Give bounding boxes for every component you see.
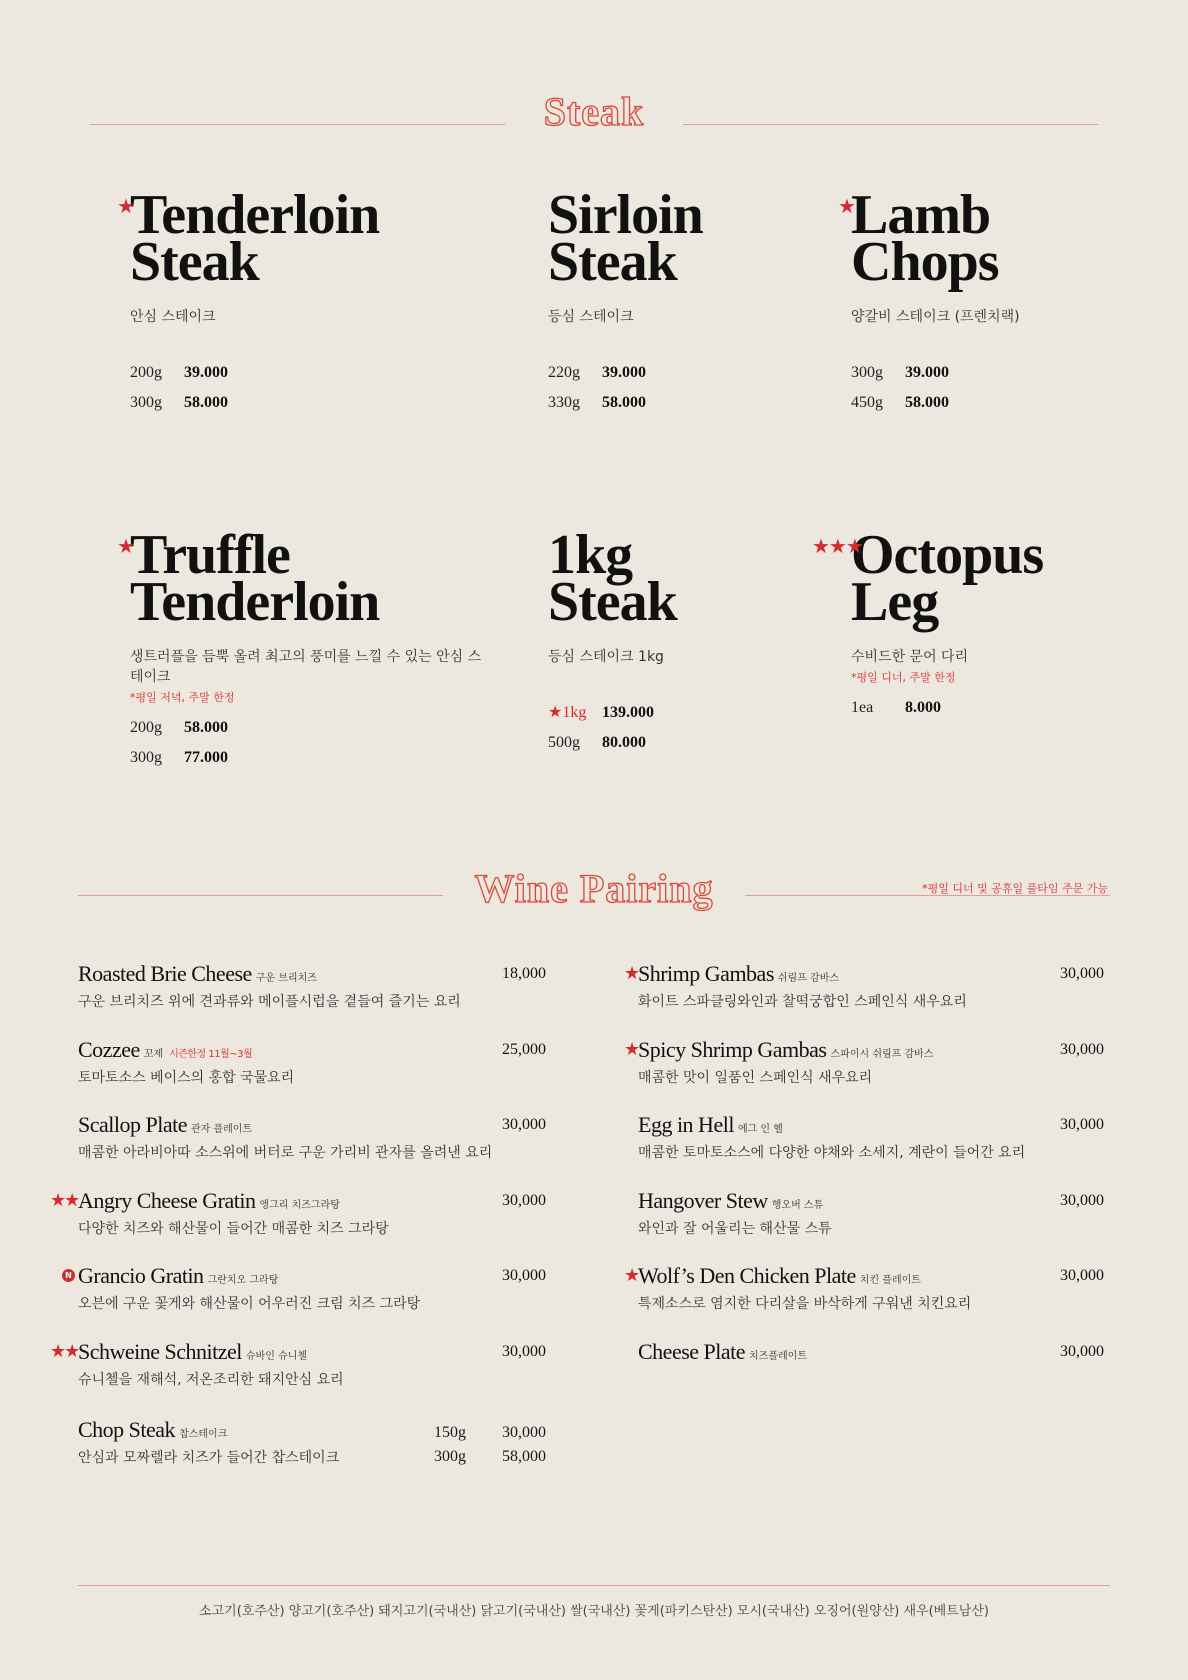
list-item bbox=[78, 1037, 578, 1087]
item-korean-name: 행오버 스튜 bbox=[771, 1199, 824, 1211]
price: 30,000 bbox=[1060, 1267, 1104, 1284]
item-name-line: Steak bbox=[130, 231, 259, 293]
weight-value: 330g bbox=[548, 394, 580, 411]
list-item bbox=[78, 961, 578, 1011]
chop-prices bbox=[502, 1421, 546, 1469]
star-icon: ★ bbox=[838, 194, 855, 218]
list-item bbox=[624, 961, 1138, 1011]
star-icon: ★ bbox=[117, 194, 134, 218]
item-korean-name: 쉬림프 감바스 bbox=[777, 973, 840, 984]
price: 58,000 bbox=[502, 1448, 546, 1465]
price: 30,000 bbox=[1060, 1116, 1104, 1133]
weight-value: 300g bbox=[130, 394, 162, 411]
item-korean-name: 앵그리 치즈그라탕 bbox=[259, 1199, 340, 1211]
price: 39.000 bbox=[905, 364, 949, 381]
weight bbox=[851, 358, 905, 388]
star-icon: ★ bbox=[624, 1038, 639, 1060]
item-name-line: Leg bbox=[851, 571, 939, 633]
item-description: 등심 스테이크 1kg bbox=[548, 649, 664, 665]
weight bbox=[130, 743, 184, 773]
price: 30,000 bbox=[502, 1342, 546, 1360]
star-icon: ★ bbox=[117, 534, 134, 558]
season-tag: 시즌한정 11월~3월 bbox=[169, 1048, 253, 1060]
steak-section-header bbox=[0, 88, 1188, 148]
price-row bbox=[548, 728, 908, 758]
item-name-line: Steak bbox=[548, 571, 677, 633]
weight-value: 300g bbox=[130, 749, 162, 766]
item-description: 화이트 스파클링와인과 찰떡궁합인 스페인식 새우요리 bbox=[638, 994, 967, 1010]
item-name-line: 1kg bbox=[548, 524, 633, 586]
weight-value: 220g bbox=[548, 364, 580, 381]
item-name: Schweine Schnitzel bbox=[78, 1338, 242, 1364]
price: 25,000 bbox=[502, 1040, 546, 1058]
price-row bbox=[130, 358, 490, 388]
item-name bbox=[851, 184, 1188, 293]
origin-info: 소고기(호주산) 양고기(호주산) 돼지고기(국내산) 닭고기(국내산) 쌀(국내산) 꽃게(파키스탄산) 모시(국내산) 오징어(원양산) 새우(베트남산) bbox=[199, 1604, 989, 1619]
star-icon: ★★★ bbox=[812, 534, 863, 558]
weight bbox=[130, 388, 184, 418]
item-note: *평일 디너, 주말 한정 bbox=[851, 671, 956, 684]
price: 30,000 bbox=[1060, 965, 1104, 982]
item-description: 안심과 모짜렐라 치즈가 들어간 찹스테이크 bbox=[78, 1450, 340, 1466]
item-name-line: Lamb bbox=[851, 184, 991, 246]
price: 58.000 bbox=[184, 394, 228, 411]
section-title-wine-pairing: Wine Pairing bbox=[474, 866, 714, 911]
item-korean-name: 꼬제 bbox=[143, 1048, 164, 1060]
item-description: 오븐에 구운 꽃게와 해산물이 어우러진 크림 치즈 그라탕 bbox=[78, 1296, 421, 1312]
price: 30,000 bbox=[502, 1191, 546, 1209]
weight bbox=[548, 358, 602, 388]
weight-value: 500g bbox=[548, 734, 580, 751]
price: 30,000 bbox=[502, 1424, 546, 1441]
item-name-line: Octopus bbox=[851, 524, 1044, 586]
item-description: 다양한 치즈와 해산물이 들어간 매콤한 치즈 그라탕 bbox=[78, 1220, 389, 1237]
item-name-line: Sirloin bbox=[548, 184, 703, 246]
price: 80.000 bbox=[602, 734, 646, 751]
price-list bbox=[851, 358, 1188, 418]
list-item bbox=[65, 1263, 578, 1313]
price-row bbox=[851, 693, 1188, 723]
list-item bbox=[624, 1263, 1138, 1313]
price-list bbox=[851, 693, 1188, 723]
weight: 300g bbox=[434, 1448, 466, 1465]
item-name-line: Truffle bbox=[130, 524, 290, 586]
item-name: Chop Steak bbox=[78, 1417, 176, 1442]
weight-value: 1ea bbox=[851, 699, 874, 716]
item-description: 매콤한 토마토소스에 다양한 야채와 소세지, 계란이 들어간 요리 bbox=[638, 1145, 1026, 1161]
item-description: 매콤한 맛이 일품인 스페인식 새우요리 bbox=[638, 1069, 873, 1086]
weight bbox=[548, 698, 602, 728]
item-description: 특제소스로 염지한 다리살을 바삭하게 구워낸 치킨요리 bbox=[638, 1296, 972, 1312]
item-description: 생트러플을 듬뿍 올려 최고의 풍미를 느낄 수 있는 안심 스테이크 bbox=[130, 649, 482, 685]
item-name: Egg in Hell bbox=[638, 1112, 734, 1137]
item-name: Cozzee bbox=[78, 1036, 140, 1062]
weight-value: 200g bbox=[130, 364, 162, 381]
steak-item bbox=[812, 524, 1188, 723]
list-item bbox=[78, 1112, 578, 1162]
steak-item bbox=[117, 184, 490, 418]
price: 30,000 bbox=[502, 1116, 546, 1133]
steak-item bbox=[838, 184, 1188, 418]
list-item bbox=[638, 1112, 1138, 1162]
item-name: Spicy Shrimp Gambas bbox=[638, 1036, 827, 1062]
list-item bbox=[638, 1339, 1138, 1365]
price-row bbox=[130, 388, 490, 418]
price-row bbox=[851, 388, 1188, 418]
item-description: 슈니첼을 재해석, 저온조리한 돼지안심 요리 bbox=[78, 1371, 344, 1388]
price: 8.000 bbox=[905, 699, 941, 716]
item-name-line: Chops bbox=[851, 231, 999, 293]
price-list bbox=[130, 358, 490, 418]
item-description: 와인과 잘 어울리는 해산물 스튜 bbox=[638, 1220, 832, 1237]
price: 58.000 bbox=[184, 719, 228, 736]
item-korean-name: 치킨 플레이트 bbox=[859, 1275, 921, 1286]
item-name: Wolf’s Den Chicken Plate bbox=[638, 1263, 856, 1288]
item-korean-name: 에그 인 헬 bbox=[737, 1124, 783, 1135]
price: 39.000 bbox=[184, 364, 228, 381]
price: 58.000 bbox=[905, 394, 949, 411]
price: 18,000 bbox=[502, 965, 546, 982]
price: 30,000 bbox=[1060, 1040, 1104, 1058]
list-item bbox=[50, 1187, 578, 1238]
price: 39.000 bbox=[602, 364, 646, 381]
section-title-steak: Steak bbox=[543, 89, 645, 134]
new-badge-icon: N bbox=[62, 1269, 75, 1282]
star-icon: ★ bbox=[624, 963, 639, 984]
item-korean-name: 구운 브리치즈 bbox=[255, 973, 317, 984]
price: 77.000 bbox=[184, 749, 228, 766]
item-name-line: Tenderloin bbox=[130, 571, 380, 633]
wine-pairing-note: *평일 디너 및 공휴일 풀타임 주문 가능 bbox=[922, 882, 1108, 895]
item-name bbox=[130, 524, 490, 633]
price-row bbox=[851, 358, 1188, 388]
item-description: 매콤한 아라비아따 소스위에 버터로 구운 가리비 관자를 올려낸 요리 bbox=[78, 1145, 493, 1161]
item-name: Scallop Plate bbox=[78, 1112, 187, 1137]
weight bbox=[130, 713, 184, 743]
item-description: 안심 스테이크 bbox=[130, 309, 216, 325]
item-name: Angry Cheese Gratin bbox=[78, 1187, 256, 1213]
item-name: Grancio Gratin bbox=[78, 1263, 204, 1288]
weight: 150g bbox=[434, 1424, 466, 1441]
weight-value: 300g bbox=[851, 364, 883, 381]
item-korean-name: 그란치오 그라탕 bbox=[207, 1275, 279, 1286]
price: 30,000 bbox=[1060, 1342, 1104, 1360]
item-name: Cheese Plate bbox=[638, 1338, 746, 1364]
steak-item bbox=[117, 524, 490, 773]
chop-weights bbox=[434, 1421, 466, 1469]
item-name: Shrimp Gambas bbox=[638, 961, 774, 986]
weight bbox=[851, 693, 905, 723]
item-name bbox=[851, 524, 1188, 633]
item-name: Roasted Brie Cheese bbox=[78, 961, 252, 986]
price: 30,000 bbox=[1060, 1191, 1104, 1209]
price-row bbox=[130, 713, 490, 743]
price-row bbox=[130, 743, 490, 773]
item-name: Hangover Stew bbox=[638, 1187, 768, 1213]
price: 30,000 bbox=[502, 1267, 546, 1284]
price: 139.000 bbox=[602, 704, 654, 721]
item-name-line: Tenderloin bbox=[130, 184, 380, 246]
weight-value: 200g bbox=[130, 719, 162, 736]
item-description: 수비드한 문어 다리 bbox=[851, 649, 969, 665]
weight-value: 1kg bbox=[562, 704, 587, 721]
item-korean-name: 찹스테이크 bbox=[179, 1429, 228, 1440]
weight bbox=[851, 388, 905, 418]
list-item-chop-steak bbox=[78, 1417, 578, 1467]
list-item bbox=[638, 1188, 1138, 1238]
star-icon: ★ bbox=[548, 704, 563, 721]
item-description: 토마토소스 베이스의 홍합 국물요리 bbox=[78, 1069, 295, 1086]
item-korean-name: 슈바인 슈니첼 bbox=[245, 1350, 308, 1362]
item-korean-name: 치즈플레이트 bbox=[749, 1350, 807, 1362]
list-item bbox=[50, 1338, 578, 1389]
item-korean-name: 스파이시 쉬림프 감바스 bbox=[830, 1048, 934, 1060]
weight bbox=[548, 728, 602, 758]
star-icon: ★★ bbox=[50, 1340, 79, 1362]
weight-value: 450g bbox=[851, 394, 883, 411]
star-icon: ★ bbox=[624, 1265, 639, 1286]
item-name-line: Steak bbox=[548, 231, 677, 293]
divider bbox=[78, 1585, 1110, 1586]
price: 58.000 bbox=[602, 394, 646, 411]
item-note: *평일 저녁, 주말 한정 bbox=[130, 691, 235, 704]
item-description: 양갈비 스테이크 (프렌치랙) bbox=[851, 309, 1020, 325]
item-name bbox=[130, 184, 490, 293]
item-description: 등심 스테이크 bbox=[548, 309, 634, 325]
weight bbox=[130, 358, 184, 388]
item-description: 구운 브리치즈 위에 견과류와 메이플시럽을 곁들여 즐기는 요리 bbox=[78, 994, 461, 1010]
weight bbox=[548, 388, 602, 418]
star-icon: ★★ bbox=[50, 1189, 79, 1211]
list-item bbox=[624, 1036, 1138, 1087]
price-list bbox=[130, 713, 490, 773]
item-korean-name: 관자 플레이트 bbox=[190, 1124, 253, 1135]
